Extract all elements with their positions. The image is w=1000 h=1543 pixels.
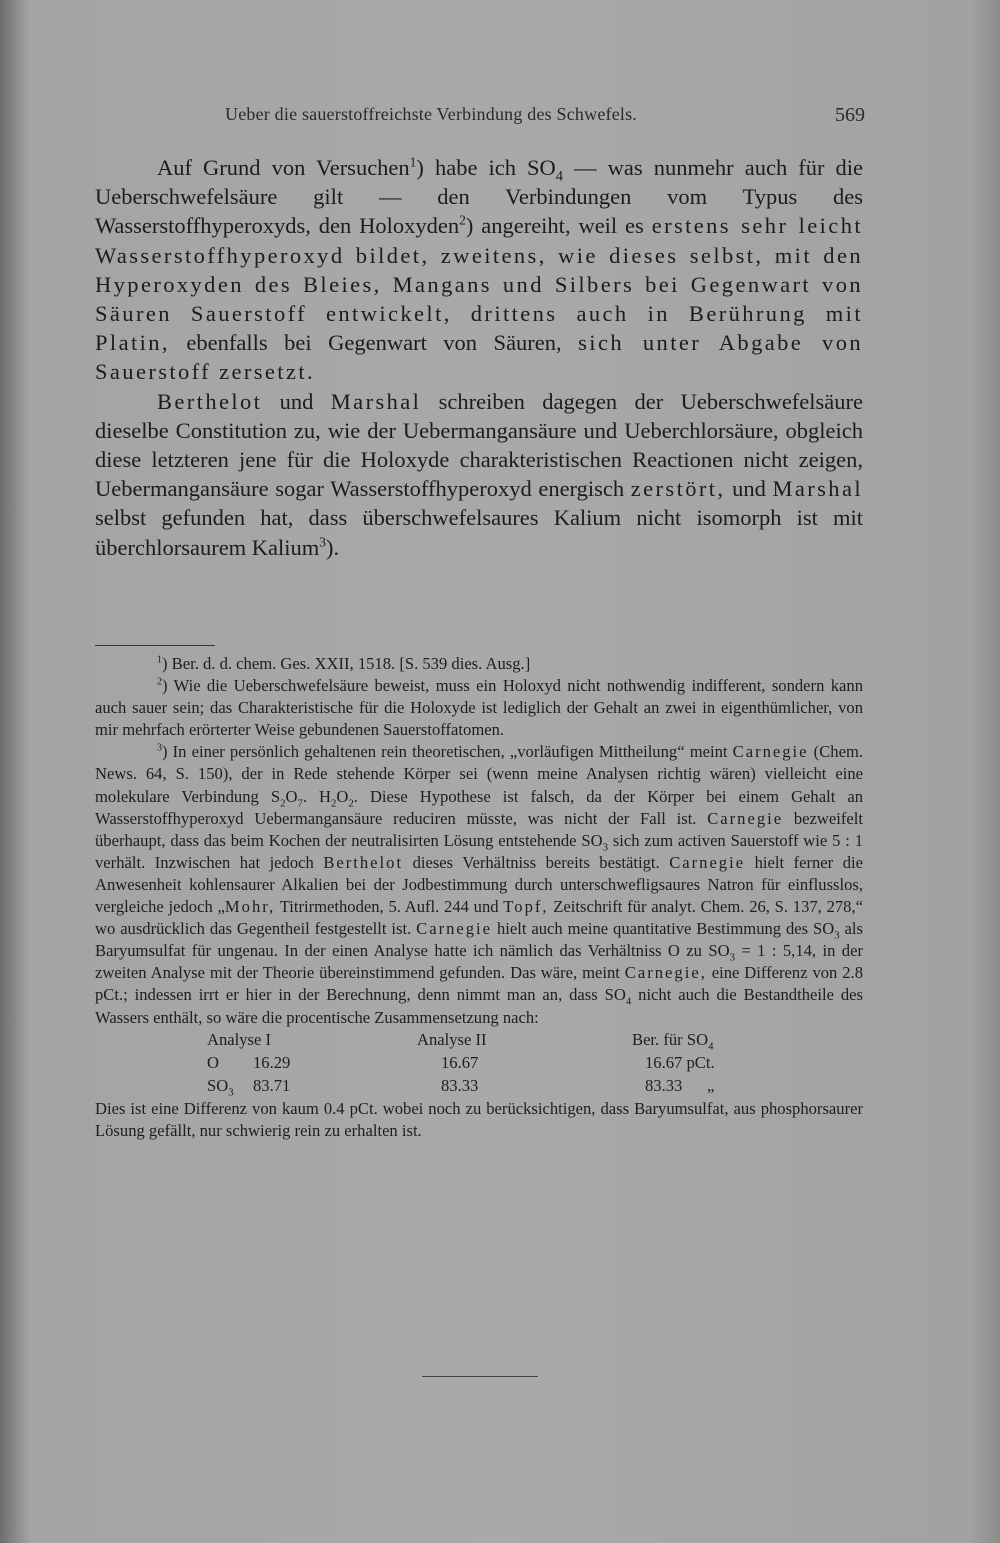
footnote-mark: 2 <box>157 676 162 688</box>
text-span: hielt ferner die Anwesenheit kohlensaurer Alkalien bei der Jodbestimmung durch unterschwefligsaures Natron für einflusslos, vergleiche jedoch „ <box>95 852 863 917</box>
subscript: 2 <box>348 796 354 809</box>
footnote-3-closing: Dies ist eine Differenz von kaum 0.4 pCt. wobei noch zu berücksichtigen, dass Baryumsulfat, aus phosphorsaurer Lösung gefällt, nur schwierig rein zu erhalten ist. <box>95 1098 863 1140</box>
author-name: Carnegie <box>669 852 746 872</box>
text-span: eine Differenz von 2.8 pCt.; indessen irrt er hier in der Berechnung, denn nimmt man an, dass SO <box>95 963 863 1005</box>
text-span: — was nunmehr auch für die Ueberschwefelsäure gilt — den Verbindungen vom Typus des Wasserstoffhyperoxyds, den Holoxyden <box>95 155 863 239</box>
author-name: Mohr, <box>224 897 276 917</box>
text-span: ) habe ich SO <box>416 155 556 180</box>
subscript: 7 <box>297 796 303 809</box>
text-span: . H <box>302 786 331 806</box>
table-header-analyse-1: Analyse I <box>207 1029 272 1049</box>
running-header <box>95 104 865 134</box>
text-span: = 1 : 5,14, in der zweiten Analyse mit der Theorie übereinstimmend gefunden. Das wäre, meint <box>95 941 863 983</box>
text-span: selbst gefunden hat, dass überschwefelsaures Kalium nicht isomorph ist mit überchlorsaurem Kalium <box>95 505 863 560</box>
table-cell: 83.33 <box>645 1075 683 1095</box>
subscript: 3 <box>228 1085 234 1098</box>
footnote-mark: 3 <box>157 742 162 754</box>
author-name: Topf, <box>503 897 549 917</box>
subscript: 4 <box>708 1039 714 1052</box>
footnote-ref-2: 2 <box>459 212 466 228</box>
paragraph-2 <box>95 387 863 562</box>
table-header-analyse-2: Analyse II <box>417 1029 487 1049</box>
text-span: und <box>262 388 331 414</box>
text-span: Auf Grund von Versuchen <box>157 155 410 180</box>
text-span: dieses Verhältniss bereits bestätigt. <box>403 852 670 872</box>
author-name: Carnegie <box>732 742 809 762</box>
footnotes <box>95 653 863 1142</box>
author-name: Berthelot <box>323 852 404 872</box>
text-span: (Chem. News. 64, S. 150), der in Rede stehende Körper sei (wenn meine Analysen richtig wären) vielleicht eine molekulare Verbindung S <box>95 742 863 806</box>
footnote-divider <box>95 645 215 646</box>
text-span: ebenfalls bei Gegenwart von Säuren, <box>169 330 579 356</box>
text-span: nicht auch die Bestandtheile des Wassers enthält, so wäre die procentische Zusammensetzung nach: <box>95 985 863 1027</box>
subscript: 2 <box>331 796 337 809</box>
subscript: 3 <box>834 929 840 942</box>
subscript: 3 <box>729 951 735 964</box>
composition-table <box>95 1029 863 1098</box>
text-span: als Baryumsulfat für ungenau. In der einen Analyse hatte ich nämlich das Verhältniss O zu SO <box>95 919 863 961</box>
footnote-text: ) Wie die Ueberschwefelsäure beweist, muss ein Holoxyd nicht nothwendig indifferent, sondern kann auch sauer sein; das Charakteristische für die Holoxyde ist lediglich der Gehalt an zwei in eigenthümlicher, von mir mehrfach erörterter Weise gebundenen Sauerstoffatomen. <box>95 676 863 740</box>
text-span: SO <box>207 1075 229 1095</box>
text-span: hielt auch meine quantitative Bestimmung des SO <box>492 919 835 939</box>
text-span: ) In einer persönlich gehaltenen rein theoretischen, „vorläufigen Mittheilung“ meint <box>161 742 733 762</box>
footnote-mark: 1 <box>157 654 162 666</box>
row-label-o: O <box>207 1052 219 1072</box>
author-name: Berthelot <box>157 388 263 414</box>
table-header-ber <box>632 1029 713 1051</box>
author-name: Marshal <box>330 388 422 414</box>
spaced-emphasis: erstens sehr leicht Wasserstoffhyperoxyd bildet, zweitens, wie dieses selbst, mit den Hyperoxyden des Bleies, Mangans und Silbers bei Gegenwart von Säuren Sauerstoff entwickelt, drittens auch in Berührung mit Platin, <box>95 213 863 356</box>
end-rule <box>422 1376 538 1377</box>
text-span: ). <box>326 534 340 560</box>
paragraph-1 <box>95 153 863 387</box>
text-span: schreiben dagegen der Ueberschwefelsäure dieselbe Constitution zu, wie der Uebermangansäure und Ueberchlorsäure, obgleich diese letzteren jene für die Holoxyde charakteristischen Reactionen nicht zeigen, Uebermangansäure sogar Wasserstoffhyperoxyd energisch <box>95 388 864 502</box>
table-cell: 16.29 <box>253 1052 291 1072</box>
table-cell: 16.67 pCt. <box>645 1052 715 1072</box>
text-span: Ber. für SO <box>632 1029 709 1049</box>
footnote-ref-3: 3 <box>319 534 327 550</box>
author-name: Carnegie <box>707 808 784 828</box>
text-span: ) angereiht, weil es <box>465 213 652 239</box>
text-span: bezweifelt überhaupt, dass das beim Kochen der neutralisirten Lösung entstehende SO <box>95 808 863 850</box>
main-text <box>95 153 863 562</box>
author-name: Carnegie <box>416 919 493 939</box>
text-span: . Diese Hypothese ist falsch, da der Körper bei einem Gehalt an Wasserstoffhyperoxyd Uebermangansäure reduciren müsste, was nicht der Fall ist. <box>95 786 863 828</box>
row-label-so3 <box>207 1075 234 1097</box>
text-span: O <box>336 786 349 806</box>
ditto-mark: „ <box>707 1075 715 1095</box>
footnote-2 <box>95 675 863 741</box>
text-span: O <box>285 786 298 806</box>
text-span: Titrirmethoden, 5. Aufl. 244 und <box>275 897 504 917</box>
subscript: 2 <box>280 796 286 809</box>
table-cell: 83.71 <box>253 1075 291 1095</box>
table-cell: 16.67 <box>441 1052 479 1072</box>
subscript: 3 <box>602 841 608 854</box>
author-name: Marshal <box>772 476 863 502</box>
footnote-text: ) Ber. d. d. chem. Ges. XXII, 1518. [S. 539 dies. Ausg.] <box>161 654 531 673</box>
spaced-emphasis: sich unter Abgabe von Sauerstoff zersetzt. <box>95 330 863 385</box>
footnote-ref-1: 1 <box>409 154 417 170</box>
author-name: Carnegie, <box>624 963 707 983</box>
footnote-1 <box>95 653 863 675</box>
text-span: und <box>725 476 773 502</box>
subscript: 4 <box>625 995 632 1008</box>
text-span: sich zum activen Sauerstoff wie 5 : 1 verhält. Inzwischen hat jedoch <box>95 830 863 872</box>
table-cell: 83.33 <box>441 1075 479 1095</box>
running-title: Ueber die sauerstoffreichste Verbindung des Schwefels. <box>225 104 638 124</box>
spaced-emphasis: zerstört, <box>630 476 726 502</box>
footnote-3 <box>95 741 863 1028</box>
page-number: 569 <box>835 104 865 126</box>
subscript: 4 <box>555 168 564 185</box>
text-span: Zeitschrift für analyt. Chem. 26, S. 137, 278,“ wo ausdrücklich das Gegentheil festgestellt ist. <box>95 897 863 939</box>
